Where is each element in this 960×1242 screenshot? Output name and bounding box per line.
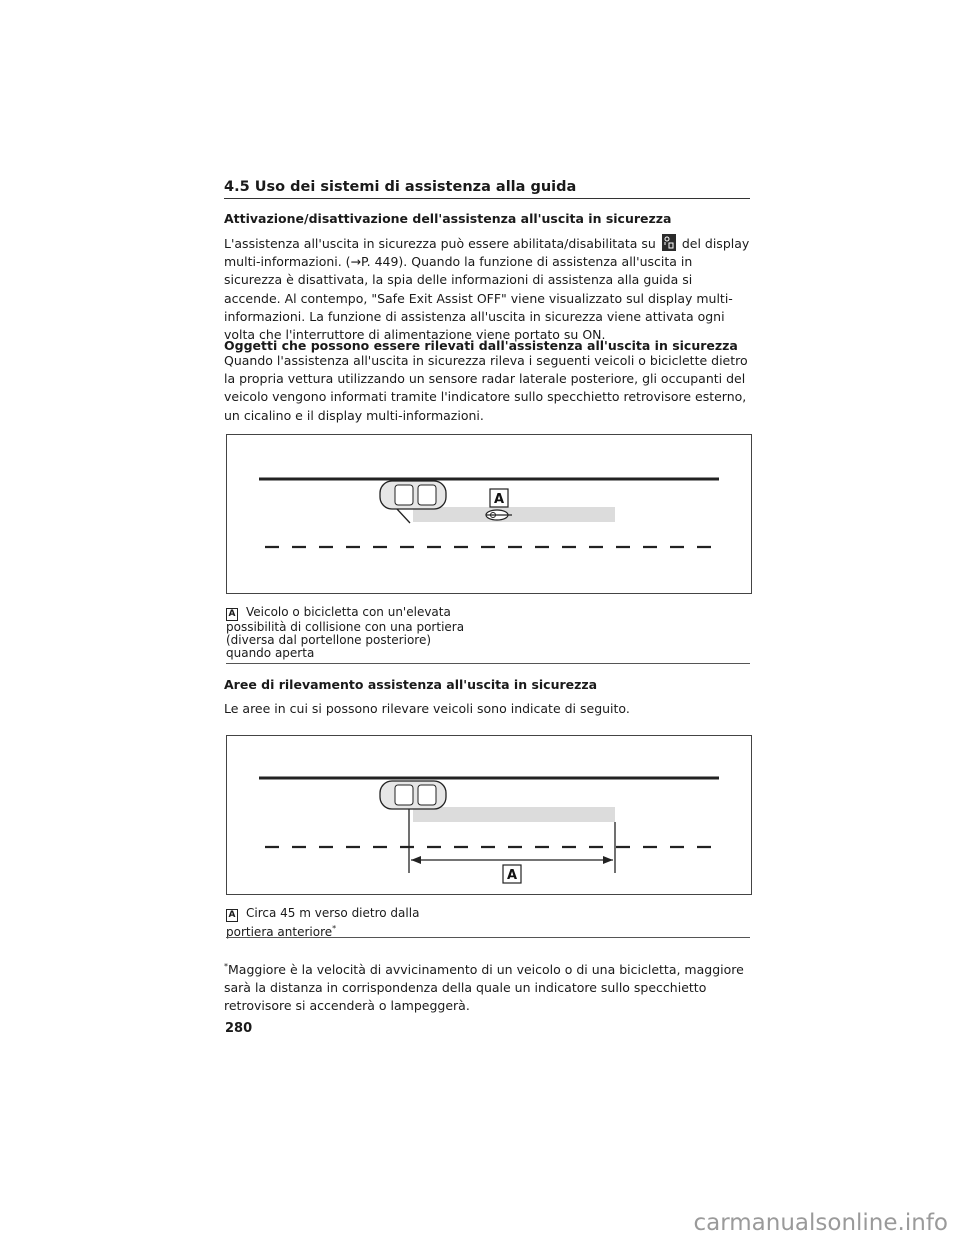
figure2-label: A	[506, 868, 518, 883]
figure2-caption	[226, 907, 466, 939]
detection-area-figure	[226, 735, 752, 895]
section-header: 4.5 Uso dei sistemi di assistenza alla guida	[224, 179, 750, 199]
detection-figure	[226, 434, 752, 594]
figure2-caption-text: Circa 45 m verso dietro dalla portiera anteriore	[226, 906, 420, 939]
footnote	[224, 958, 750, 1016]
divider	[226, 663, 750, 664]
figure1-caption-badge: A	[226, 608, 238, 621]
activation-text-before-icon: L'assistenza all'uscita in sicurezza può essere abilitata/disabilitata su	[224, 236, 656, 251]
areas-heading: Aree di rilevamento assistenza all'uscita in sicurezza	[224, 677, 598, 692]
figure1-label: A	[493, 492, 505, 507]
detection-zone	[413, 807, 615, 822]
footnote-text: Maggiore è la velocità di avvicinamento di un veicolo o di una bicicletta, maggiore sarà la distanza in corrispondenza della quale un indicatore sullo specchietto retrovisore si accenderà o lampeggerà.	[224, 962, 744, 1014]
figure1-caption	[226, 606, 466, 660]
page-number: 280	[225, 1021, 253, 1036]
objects-paragraph: Quando l'assistenza all'uscita in sicurezza rileva i seguenti veicoli o biciclette dietro la propria vettura utilizzando un sensore radar laterale posteriore, gli occupanti del veicolo vengono informati tramite l'indicatore sullo specchietto retrovisore esterno, un cicalino e il display multi-informazioni.	[224, 353, 748, 423]
detection-zone	[413, 507, 615, 522]
figure2-caption-badge: A	[226, 909, 238, 922]
activation-paragraph	[224, 234, 750, 344]
watermark: carmanualsonline.info	[693, 1210, 948, 1236]
figure1-caption-text: Veicolo o bicicletta con un'elevata possibilità di collisione con una portiera (diversa dal portellone posteriore) quando aperta	[226, 605, 465, 660]
divider	[226, 937, 750, 938]
activation-text-after-icon: del display multi-informazioni. (→P. 449). Quando la funzione di assistenza all'uscita in sicurezza è disattivata, la spia delle informazioni di assistenza alla guida si accende. Al contempo, "Safe Exit Assist OFF" viene visualizzato sul display multi-informazioni. La funzione di assistenza all'uscita in sicurezza viene attivata ogni volta che l'interruttore di alimentazione viene portato su ON.	[224, 236, 750, 343]
areas-paragraph: Le aree in cui si possono rilevare veicoli sono indicate di seguito.	[224, 701, 630, 716]
figure2-caption-mark: *	[332, 924, 337, 933]
settings-display-icon	[662, 234, 676, 251]
activation-heading: Attivazione/disattivazione dell'assistenza all'uscita in sicurezza	[224, 211, 672, 226]
objects-heading: Oggetti che possono essere rilevati dall'assistenza all'uscita in sicurezza	[224, 338, 738, 353]
footnote-mark: *	[224, 962, 228, 971]
car-icon	[380, 781, 446, 809]
